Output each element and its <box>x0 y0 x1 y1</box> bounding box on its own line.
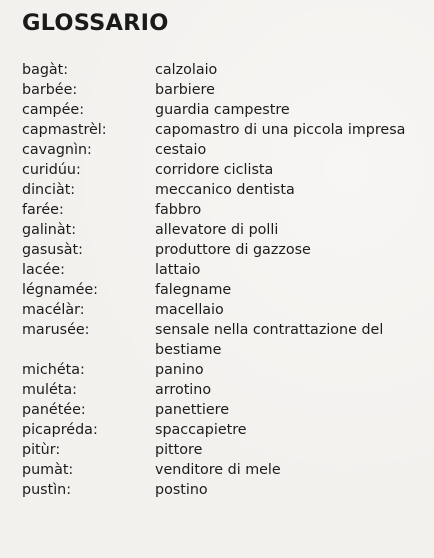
entry-definition: corridore ciclista <box>155 162 274 178</box>
glossary-entry <box>22 140 422 160</box>
entry-term: panétée: <box>22 402 86 418</box>
entry-term: marusée: <box>22 322 90 338</box>
entry-term: dinciàt: <box>22 182 76 198</box>
entry-term: michéta: <box>22 362 85 378</box>
entry-term: picapréda: <box>22 422 98 438</box>
entry-definition: macellaio <box>155 302 224 318</box>
entry-definition: panino <box>155 362 204 378</box>
entry-definition: produttore di gazzose <box>155 242 311 258</box>
entry-term: pumàt: <box>22 462 74 478</box>
entry-term: lacée: <box>22 262 66 278</box>
entry-definition: panettiere <box>155 402 230 418</box>
glossary-entry <box>22 200 422 220</box>
entry-term: macélàr: <box>22 302 85 318</box>
entry-definition: postino <box>155 482 208 498</box>
glossary-entry <box>22 460 422 480</box>
entry-definition: capomastro di una piccola impresa <box>155 122 406 138</box>
glossary-entry <box>22 120 422 140</box>
entry-term: pitùr: <box>22 442 61 458</box>
glossary-entry <box>22 180 422 200</box>
entry-term: cavagnìn: <box>22 142 92 158</box>
entry-term: pustìn: <box>22 482 72 498</box>
entry-term: galinàt: <box>22 222 77 238</box>
entry-definition: cestaio <box>155 142 207 158</box>
entry-term: campée: <box>22 102 85 118</box>
entry-definition: allevatore di polli <box>155 222 279 238</box>
entry-definition: fabbro <box>155 202 202 218</box>
glossary-entry <box>22 300 422 320</box>
glossary-entry <box>22 420 422 440</box>
entry-term: farée: <box>22 202 64 218</box>
entry-term: curidúu: <box>22 162 81 178</box>
entry-definition: falegname <box>155 282 232 298</box>
entry-term: barbée: <box>22 82 78 98</box>
glossary-entry <box>22 360 422 380</box>
glossary-entry <box>22 160 422 180</box>
entry-term: légnamée: <box>22 282 99 298</box>
entry-term: gasusàt: <box>22 242 83 258</box>
glossary-entry <box>22 280 422 300</box>
glossary-entry <box>22 220 422 240</box>
entry-definition: venditore di mele <box>155 462 281 478</box>
entry-term: bagàt: <box>22 62 69 78</box>
entry-definition: spaccapietre <box>155 422 247 438</box>
entry-definition: calzolaio <box>155 62 218 78</box>
entry-definition: arrotino <box>155 382 212 398</box>
entry-definition: pittore <box>155 442 203 458</box>
glossary-entry <box>22 320 422 360</box>
glossary-list <box>22 60 422 500</box>
glossary-entry <box>22 400 422 420</box>
entry-definition: lattaio <box>155 262 201 278</box>
entry-term: capmastrèl: <box>22 122 107 138</box>
glossary-entry <box>22 100 422 120</box>
glossary-entry <box>22 240 422 260</box>
glossary-entry <box>22 480 422 500</box>
glossary-entry <box>22 440 422 460</box>
entry-term: muléta: <box>22 382 77 398</box>
page-title: GLOSSARIO <box>22 10 169 36</box>
glossary-entry <box>22 60 422 80</box>
entry-definition: meccanico dentista <box>155 182 295 198</box>
entry-definition: guardia campestre <box>155 102 290 118</box>
glossary-entry <box>22 260 422 280</box>
entry-definition: sensale nella contrattazione del bestiame <box>155 322 384 358</box>
entry-definition: barbiere <box>155 82 215 98</box>
glossary-entry <box>22 80 422 100</box>
glossary-entry <box>22 380 422 400</box>
